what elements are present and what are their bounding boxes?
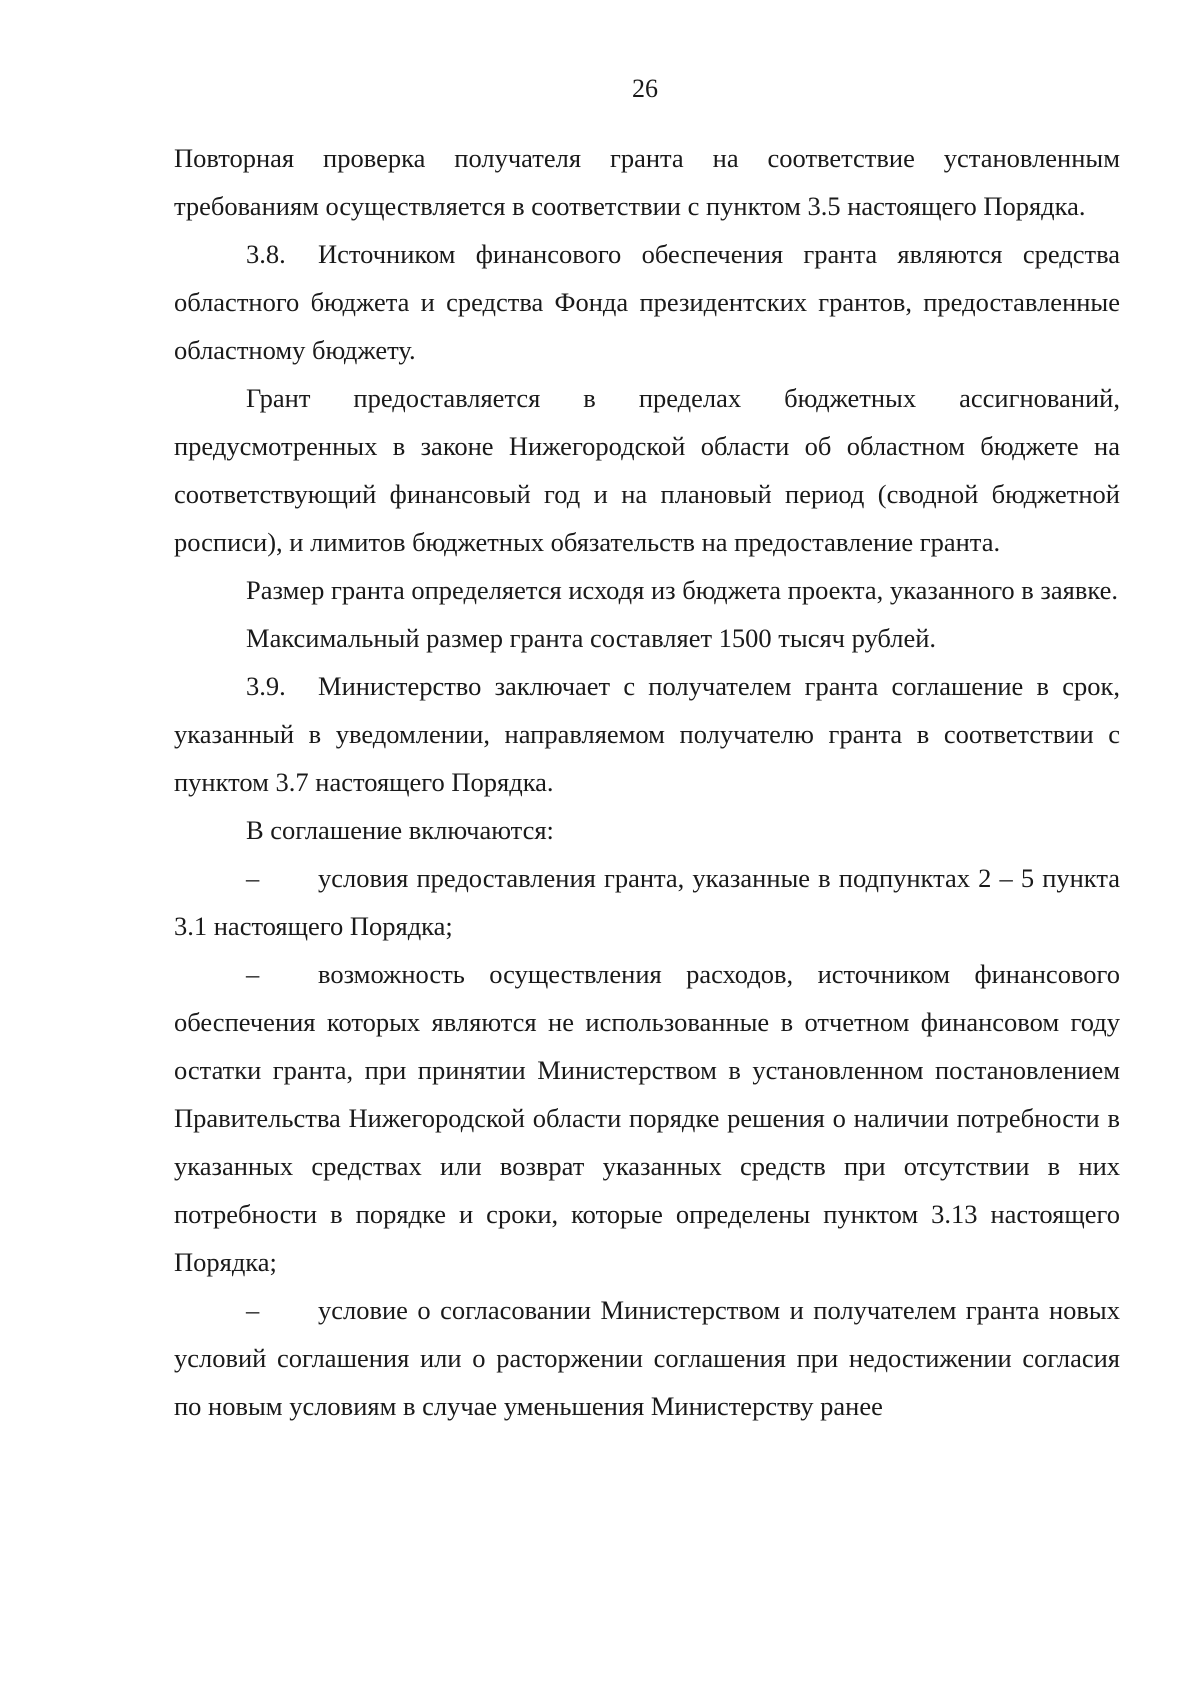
document-body (174, 134, 1120, 1430)
list-item-new-conditions (174, 1286, 1120, 1430)
list-item-expenses (174, 950, 1120, 1286)
list-item-text: условие о согласовании Министерством и получателем гранта новых условий соглашения или о расторжении соглашения при недостижении согласия по новым условиям в случае уменьшения Министерству ранее (174, 1295, 1120, 1421)
list-item-conditions (174, 854, 1120, 950)
list-dash: – (246, 863, 260, 893)
paragraph-text: Источником финансового обеспечения гранта являются средства областного бюджета и средства Фонда президентских грантов, предоставленные областному бюджету. (174, 239, 1120, 365)
page-number: 26 (632, 74, 658, 103)
paragraph-grant-limits: Грант предоставляется в пределах бюджетных ассигнований, предусмотренных в законе Нижегородской области об областном бюджете на соответствующий финансовый год и на плановый период (сводной бюджетной росписи), и лимитов бюджетных обязательств на предоставление гранта. (174, 383, 1120, 557)
paragraph-3-8 (174, 230, 1120, 374)
clause-number: 3.8. (246, 239, 286, 269)
list-dash: – (246, 959, 260, 989)
paragraph-grant-size: Размер гранта определяется исходя из бюджета проекта, указанного в заявке. (246, 575, 1118, 605)
paragraph-text: Министерство заключает с получателем гранта соглашение в срок, указанный в уведомлении, направляемом получателю гранта в соответствии с пунктом 3.7 настоящего Порядка. (174, 671, 1120, 797)
list-item-text: возможность осуществления расходов, источником финансового обеспечения которых являются не использованные в отчетном финансовом году остатки гранта, при принятии Министерством в установленном постановлением Правительства Нижегородской области порядке решения о наличии потребности в указанных средствах или возврат указанных средств при отсутствии в них потребности в порядке и сроки, которые определены пунктом 3.13 настоящего Порядка; (174, 959, 1120, 1277)
list-dash: – (246, 1295, 260, 1325)
list-item-text: условия предоставления гранта, указанные в подпунктах 2 – 5 пункта 3.1 настоящего Порядка; (174, 863, 1120, 941)
paragraph-agreement-includes: В соглашение включаются: (246, 815, 554, 845)
paragraph-max-grant: Максимальный размер гранта составляет 1500 тысяч рублей. (246, 623, 937, 653)
paragraph-recheck: Повторная проверка получателя гранта на соответствие установленным требованиям осуществляется в соответствии с пунктом 3.5 настоящего Порядка. (174, 143, 1120, 221)
clause-number: 3.9. (246, 671, 286, 701)
paragraph-3-9 (174, 662, 1120, 806)
